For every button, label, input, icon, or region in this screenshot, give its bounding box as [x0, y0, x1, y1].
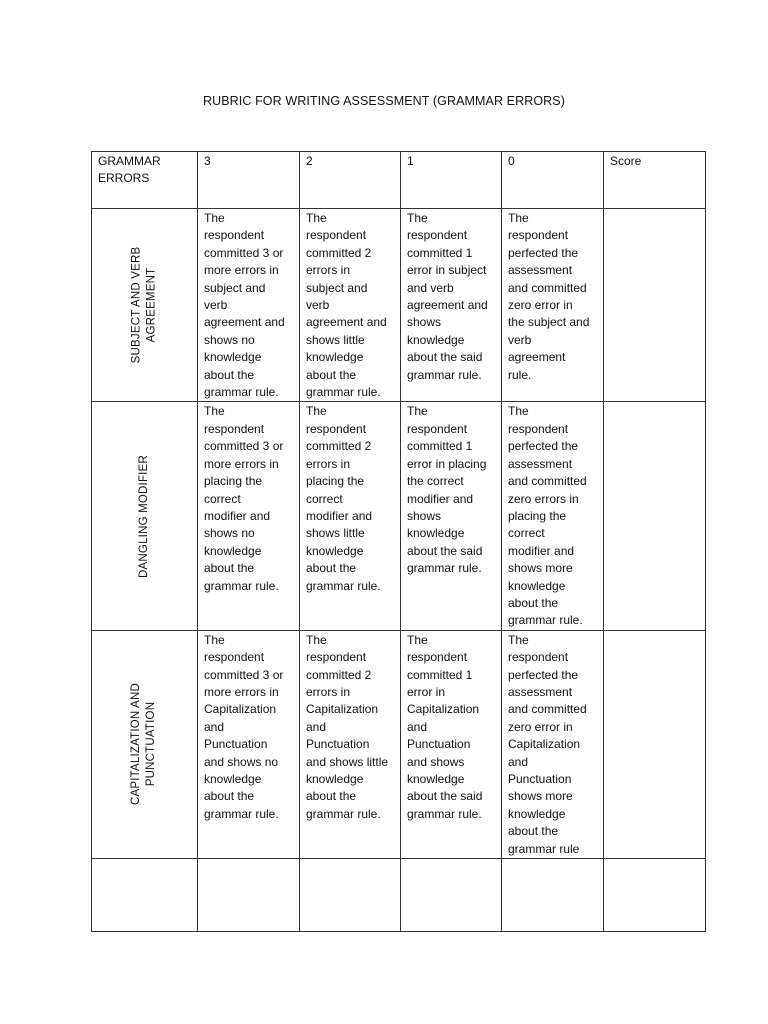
rubric-cell-2: The respondent committed 2 errors in subject and verb agreement and shows little knowledge about the grammar rule.	[300, 209, 401, 402]
header-cell-score-0: 0	[502, 152, 604, 209]
criterion-label-line: SUBJECT AND VERB	[130, 246, 143, 364]
criterion-label-line: CAPITALIZATION AND	[130, 683, 143, 806]
score-cell	[604, 402, 706, 630]
header-cell-score-1: 1	[401, 152, 502, 209]
score-cell	[604, 209, 706, 402]
table-row-subject-verb	[92, 209, 706, 402]
score-cell	[604, 630, 706, 858]
empty-cell	[92, 859, 198, 932]
rubric-cell-1: The respondent committed 1 error in subject and verb agreement and shows knowledge about the said grammar rule.	[401, 209, 502, 402]
criterion-cell	[92, 209, 198, 402]
criterion-label-line: PUNCTUATION	[145, 702, 158, 787]
rubric-table	[91, 151, 706, 932]
rubric-cell-0: The respondent perfected the assessment and committed zero errors in placing the correct modifier and shows more knowledge about the grammar rule.	[502, 402, 604, 630]
empty-cell	[300, 859, 401, 932]
table-row-dangling-modifier	[92, 402, 706, 630]
table-row-capitalization-punctuation	[92, 630, 706, 858]
empty-cell	[604, 859, 706, 932]
criterion-label-line: DANGLING MODIFIER	[138, 454, 151, 578]
empty-cell	[198, 859, 300, 932]
rubric-cell-1: The respondent committed 1 error in Capitalization and Punctuation and shows knowledge about the said grammar rule.	[401, 630, 502, 858]
document-title: RUBRIC FOR WRITING ASSESSMENT (GRAMMAR ERRORS)	[202, 94, 566, 108]
rubric-cell-2: The respondent committed 2 errors in Capitalization and Punctuation and shows little knowledge about the grammar rule.	[300, 630, 401, 858]
rubric-cell-2: The respondent committed 2 errors in placing the correct modifier and shows little knowledge about the grammar rule.	[300, 402, 401, 630]
header-cell-score-2: 2	[300, 152, 401, 209]
rubric-cell-0: The respondent perfected the assessment and committed zero error in Capitalization and Punctuation shows more knowledge about the grammar rule	[502, 630, 604, 858]
rubric-cell-3: The respondent committed 3 or more errors in placing the correct modifier and shows no knowledge about the grammar rule.	[198, 402, 300, 630]
table-row-empty	[92, 859, 706, 932]
rubric-cell-1: The respondent committed 1 error in placing the correct modifier and shows knowledge about the said grammar rule.	[401, 402, 502, 630]
header-row	[92, 152, 706, 209]
header-cell-criteria: GRAMMAR ERRORS	[92, 152, 198, 209]
rubric-cell-0: The respondent perfected the assessment and committed zero error in the subject and verb agreement rule.	[502, 209, 604, 402]
header-cell-score: Score	[604, 152, 706, 209]
empty-cell	[502, 859, 604, 932]
rubric-cell-3: The respondent committed 3 or more errors in subject and verb agreement and shows no knowledge about the grammar rule.	[198, 209, 300, 402]
criterion-label-line: AGREEMENT	[145, 267, 158, 343]
header-cell-score-3: 3	[198, 152, 300, 209]
criterion-cell	[92, 402, 198, 630]
criterion-cell	[92, 630, 198, 858]
empty-cell	[401, 859, 502, 932]
rubric-cell-3: The respondent committed 3 or more errors in Capitalization and Punctuation and shows no knowledge about the grammar rule.	[198, 630, 300, 858]
